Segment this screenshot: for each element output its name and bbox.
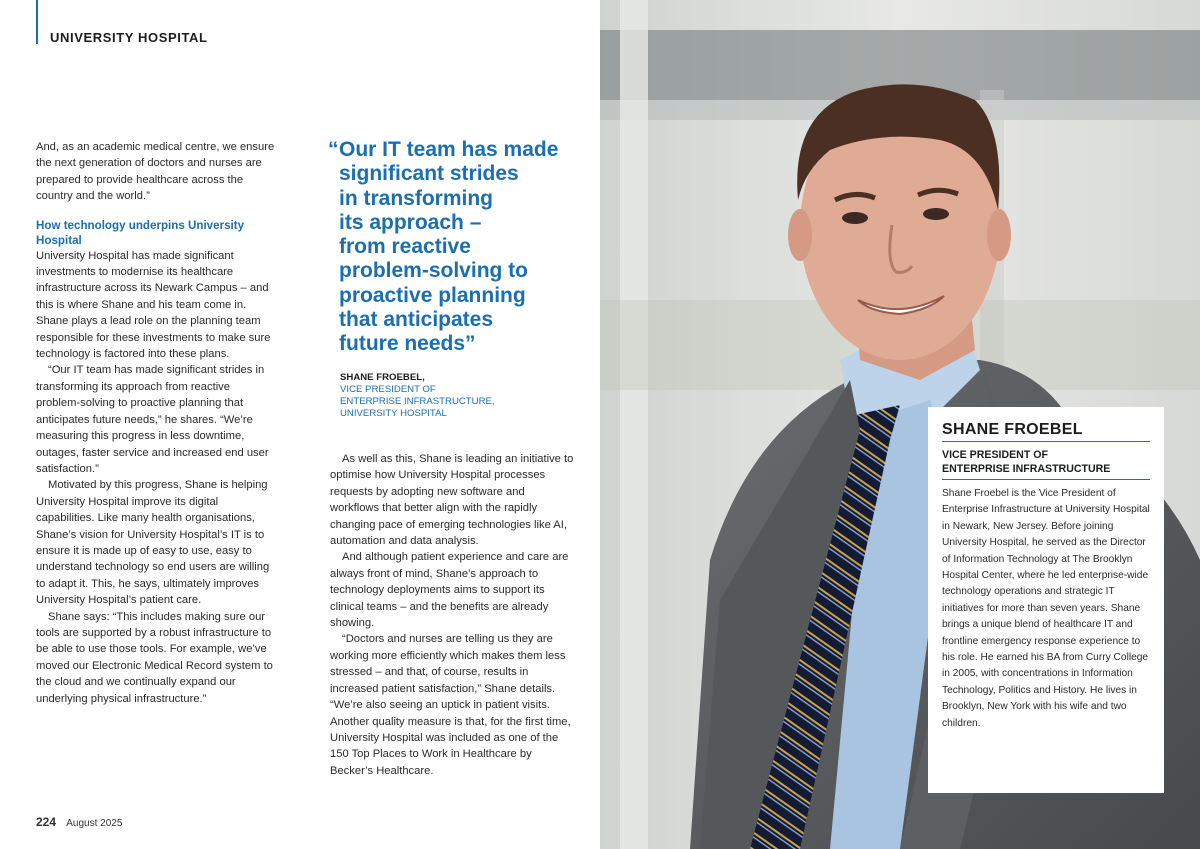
paragraph: And, as an academic medical centre, we ensure the next generation of doctors and nurses are prepared to provide healthcare across the country and the world.” bbox=[36, 141, 275, 203]
eye-right bbox=[923, 208, 949, 220]
page-number: 224 bbox=[36, 815, 57, 829]
attribution-role: VICE PRESIDENT OF ENTERPRISE INFRASTRUCTURE, UNIVERSITY HOSPITAL bbox=[340, 384, 495, 419]
paragraph: As well as this, Shane is leading an initiative to optimise how University Hospital processes requests by adopting new software and workflows that better align with the rapidly changing pace of emerging technologies like AI, automation and data analysis. bbox=[330, 453, 574, 548]
article-column-1 bbox=[36, 139, 276, 707]
bio-text: Shane Froebel is the Vice President of Enterprise Infrastructure at University Hospital in Newark, New Jersey. Before joining University Hospital, he served as the Director of Information Technology at The Brooklyn Hospital Center, where he led enterprise-wide technology operations and strategic IT initiatives for more than seven years. Shane brings a unique blend of healthcare IT and frontline emergency response experience to his role. He earned his BA from Curry College in 2005, with concentrations in Information Technology, Politics and History. He lives in Brooklyn, New York with his wife and two children. bbox=[942, 488, 1150, 729]
pull-quote bbox=[328, 138, 578, 357]
bio-title: VICE PRESIDENT OF ENTERPRISE INFRASTRUCTURE bbox=[942, 449, 1150, 480]
paragraph: University Hospital has made significant investments to modernise its healthcare infrastructure across its Newark Campus – and this is where Shane and his team come in. Shane plays a lead role on the planning team responsible for these investments to make sure technology is factored into these plans. bbox=[36, 249, 271, 361]
issue-date: August 2025 bbox=[66, 818, 123, 829]
ear-right bbox=[987, 209, 1011, 261]
paragraph: And although patient experience and care are always front of mind, Shane’s approach to technology deployments aims to support its clinical teams – and the benefits are already showing. bbox=[330, 551, 569, 630]
eye-left bbox=[842, 212, 868, 224]
ear-left bbox=[788, 209, 812, 261]
page-footer bbox=[36, 815, 122, 829]
bio-name: SHANE FROEBEL bbox=[942, 421, 1150, 442]
pillar bbox=[620, 0, 648, 849]
pull-quote-text: Our IT team has made significant strides in transforming its approach – from reactive problem-solving to proactive planning that anticipates future needs” bbox=[339, 138, 559, 356]
paragraph: “Our IT team has made significant strides in transforming its approach from reactive problem-solving to proactive planning that anticipates future needs,” he shares. “We’re measuring this progress in less downtime, outages, faster service and increased end user satisfaction.” bbox=[36, 364, 269, 475]
quote-mark: “ bbox=[328, 138, 339, 161]
subheading: How technology underpins University Hospital bbox=[36, 218, 245, 247]
quote-attribution bbox=[340, 372, 495, 420]
header-rule bbox=[36, 0, 38, 44]
paragraph: Motivated by this progress, Shane is helping University Hospital improve its digital capabilities. Like many health organisations, Shane’s vision for University Hospital’s IT is to ensure it is made up of easy to use, easy to understand technology so end users are willing to adapt it. This, he says, ultimately improves University Hospital’s patient care. bbox=[36, 479, 270, 607]
paragraph: Shane says: “This includes making sure our tools are supported by a robust infrastructure to be able to use those tools. For example, we’ve moved our Electronic Medical Record system to the cloud and we continually expand our underlying physical infrastructure.” bbox=[36, 610, 273, 705]
attribution-name: SHANE FROEBEL, bbox=[340, 372, 425, 383]
article-column-2 bbox=[330, 451, 575, 779]
bio-box bbox=[928, 407, 1164, 793]
paragraph: “Doctors and nurses are telling us they are working more efficiently which makes them less stressed – and that, of course, results in increased patient satisfaction,” Shane details. “We’re also seeing an uptick in patient visits. Another quality measure is that, for the first time, University Hospital was included as one of the 150 Top Places to Work in Healthcare by Becker’s Healthcare. bbox=[330, 633, 571, 777]
section-title: UNIVERSITY HOSPITAL bbox=[50, 30, 208, 45]
